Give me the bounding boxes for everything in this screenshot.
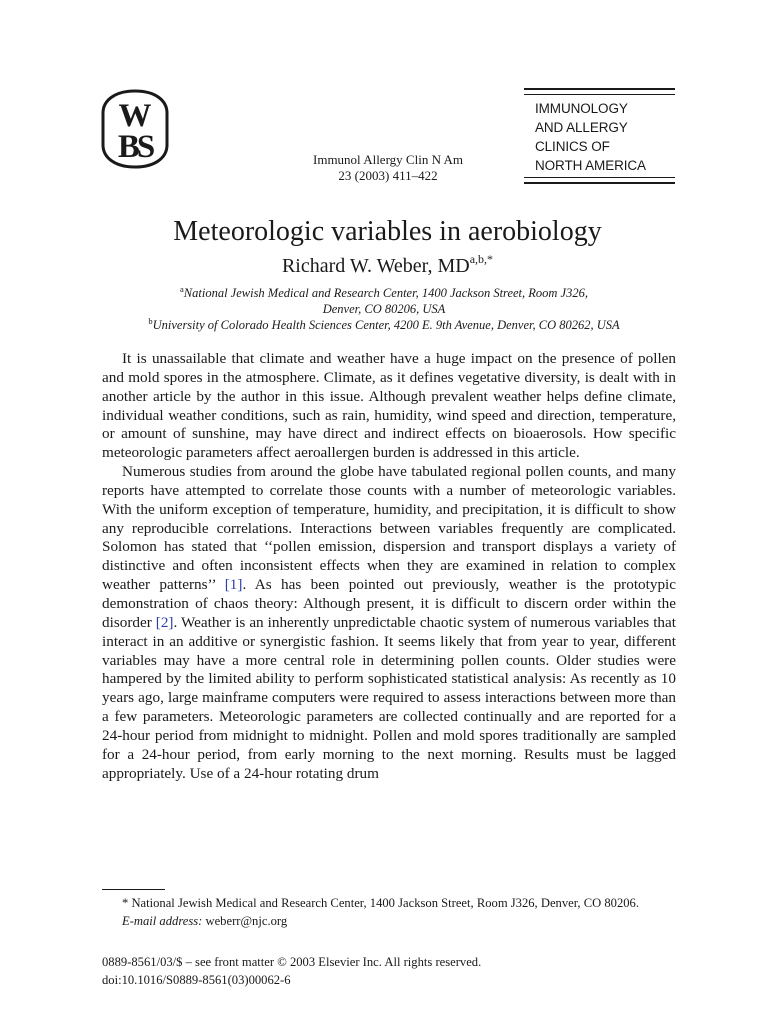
body-text-run: Numerous studies from around the globe have tabulated regional pollen counts, and many reports have attempted to correlate those counts with a number of meteorologic variables. With the uniform exception of temperature, humidity, and precipitation, it is difficult to show any reproducible correlations. Interactions between variables frequently are complicated. Solomon has stated that ‘‘pollen emission, dispersion and transport displays a variety of distinctive and often inconsistent effects when they are examined in relation to complex weather patterns’’ — [102, 463, 676, 594]
reference-link-2[interactable]: [2] — [155, 613, 174, 631]
affiliation-text: National Jewish Medical and Research Center, 1400 Jackson Street, Room J326, — [183, 286, 588, 300]
citation-volume-pages: 23 (2003) 411–422 — [338, 168, 438, 183]
journal-name-line: NORTH AMERICA — [535, 158, 646, 173]
footnote-text: * National Jewish Medical and Research Center, 1400 Jackson Street, Room J326, Denver, CO 80206. — [122, 896, 639, 910]
journal-name-box — [524, 88, 675, 184]
body-text-run: . As has been pointed out previously, weather is the prototypic demonstration of chaos theory: Although present, it is difficult to discern order within the disorder — [102, 576, 677, 631]
journal-citation — [270, 152, 506, 184]
journal-name-line: IMMUNOLOGY — [535, 101, 628, 116]
journal-name — [524, 95, 675, 175]
journal-rule-bottom — [524, 177, 675, 184]
copyright-line: 0889-8561/03/$ – see front matter © 2003 Elsevier Inc. All rights reserved. — [102, 955, 482, 969]
author-affiliation-marks: a,b, — [469, 252, 488, 266]
affiliation-mark: b — [148, 316, 153, 326]
publisher-logo — [100, 89, 170, 169]
svg-text:BS: BS — [117, 129, 153, 165]
svg-text:W: W — [118, 98, 152, 134]
doi-line: doi:10.1016/S0889-8561(03)00062-6 — [102, 973, 291, 987]
email-label: E-mail address: — [122, 914, 203, 928]
email-address[interactable]: weberr@njc.org — [205, 914, 288, 928]
article-author — [0, 252, 768, 280]
author-corresponding-mark: * — [487, 252, 494, 266]
footnote — [102, 894, 676, 930]
body-paragraph — [102, 463, 676, 783]
journal-name-line: CLINICS OF — [535, 139, 610, 154]
affiliation-b — [0, 317, 768, 333]
journal-rule-top — [524, 88, 675, 95]
footnote-rule — [102, 889, 165, 890]
journal-name-line: AND ALLERGY — [535, 120, 628, 135]
affiliation-a — [0, 285, 768, 301]
affiliation-a-line2 — [0, 301, 768, 317]
article-body — [102, 350, 676, 783]
affiliation-text: University of Colorado Health Sciences Center, 4200 E. 9th Avenue, Denver, CO 80262, USA — [152, 318, 620, 332]
footnote-email-line — [102, 912, 676, 930]
article-title: Meteorologic variables in aerobiology — [173, 216, 602, 247]
body-text-run: . Weather is an inherently unpredictable chaotic system of numerous variables that interact in an additive or synergistic fashion. It seems likely that from year to year, different variables may have a more central role in determining pollen counts. Older studies were hampered by the limited ability to perform sophisticated statistical analysis: As recently as 10 years ago, large mainframe computers were required to assess interactions between more than a few parameters. Meteorologic parameters are collected continually and are reported for a 24-hour period from midnight to midnight. Pollen and mold spores traditionally are sampled for a 24-hour period, from early morning to the next morning. Results must be lagged appropriately. Use of a 24-hour rotating drum — [102, 613, 676, 782]
publisher-logo-mark — [100, 89, 170, 169]
copyright-block — [102, 953, 676, 989]
body-paragraph: It is unassailable that climate and weather have a huge impact on the presence of pollen and mold spores in the atmosphere. Climate, as it defines vegetative diversity, is dealt with in another article by the author in this issue. Although prevalent weather helps define climate, individual weather conditions, such as rain, humidity, wind speed and direction, temperature, or amount of sunshine, may have direct and indirect effects on bioaerosols. How specific meteorologic parameters affect aeroallergen burden is addressed in this article. — [102, 350, 676, 462]
affiliation-mark: a — [180, 284, 184, 294]
author-name: Richard W. Weber, MD — [281, 255, 470, 277]
reference-link-1[interactable]: [1] — [224, 576, 243, 594]
citation-journal-abbrev: Immunol Allergy Clin N Am — [313, 152, 463, 167]
affiliation-text: Denver, CO 80206, USA — [322, 302, 446, 316]
